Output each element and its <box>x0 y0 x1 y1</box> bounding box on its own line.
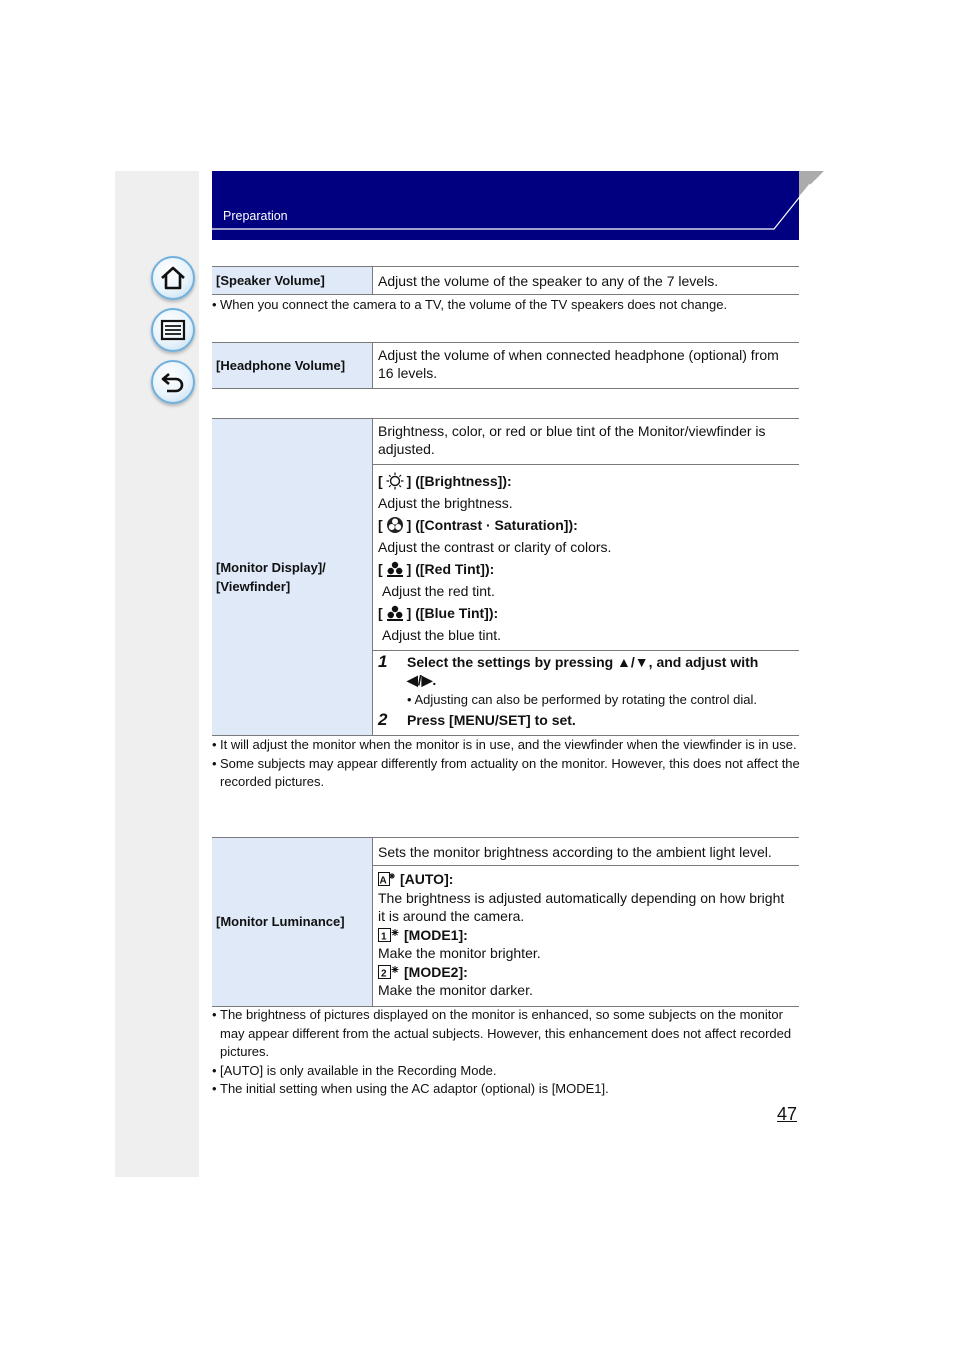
section-header-banner <box>212 171 799 240</box>
back-arrow-icon <box>159 368 187 396</box>
contrast-saturation-option: [ ] ([Contrast · Saturation]): Adjust the contrast or clarity of colors. <box>378 514 794 558</box>
step-1-line2: ◀/▶. <box>407 672 437 688</box>
blue-tint-text: Adjust the blue tint. <box>382 626 502 643</box>
monitor-luminance-description: Sets the monitor brightness according to the ambient light level. <box>373 838 800 866</box>
auto-mode <box>378 870 794 926</box>
step-2-text: Press [MENU/SET] to set. <box>407 712 576 728</box>
auto-mode-text: The brightness is adjusted automatically depending on how bright it is around the camera. <box>378 889 785 924</box>
red-tint-icon <box>386 560 404 578</box>
list-icon <box>159 316 187 344</box>
svg-text:A: A <box>379 875 387 887</box>
step-1-line1: Select the settings by pressing ▲/▼, and adjust with <box>407 654 759 670</box>
menu-list-button[interactable] <box>151 308 195 352</box>
monitor-display-description: Brightness, color, or red or blue tint of the Monitor/viewfinder is adjusted. <box>373 419 800 465</box>
monitor-luminance-modes <box>373 866 800 1007</box>
monitor-display-options <box>373 465 800 651</box>
monitor-display-label <box>212 419 373 736</box>
blue-tint-icon <box>386 604 404 622</box>
auto-luminance-icon <box>378 872 396 886</box>
speaker-volume-description: Adjust the volume of the speaker to any of the 7 levels. <box>373 267 800 295</box>
speaker-volume-label: [Speaker Volume] <box>212 267 373 295</box>
luminance-note: • The initial setting when using the AC adaptor (optional) is [MODE1]. <box>212 1080 802 1099</box>
home-button[interactable] <box>151 256 195 300</box>
step-2 <box>378 711 794 729</box>
mode1-luminance-icon <box>378 928 400 942</box>
mode1-text: Make the monitor brighter. <box>378 945 541 961</box>
monitor-display-note: • Some subjects may appear differently from actuality on the monitor. However, this does not affect the recorded pictures. <box>212 755 802 792</box>
section-title: Preparation <box>223 209 288 223</box>
step-1 <box>378 653 794 689</box>
step-2-number: 2 <box>378 710 388 729</box>
mode1-title: [MODE1]: <box>404 926 468 943</box>
svg-text:2: 2 <box>381 968 387 979</box>
red-tint-text: Adjust the red tint. <box>382 582 495 599</box>
contrast-saturation-text: Adjust the contrast or clarity of colors. <box>378 538 612 555</box>
red-tint-title: ] ([Red Tint]): <box>406 560 495 577</box>
speaker-note: • When you connect the camera to a TV, the volume of the TV speakers does not change. <box>212 296 802 315</box>
brightness-title: ] ([Brightness]): <box>406 472 512 489</box>
luminance-note: • The brightness of pictures displayed on the monitor is enhanced, so some subjects on the monitor may appear different from the actual subjects. However, this enhancement does not affect recorded pictures. <box>212 1006 802 1062</box>
step-1-note: • Adjusting can also be performed by rotating the control dial. <box>407 692 757 707</box>
headphone-volume-table <box>212 342 799 389</box>
brightness-icon <box>386 472 404 490</box>
monitor-display-table <box>212 418 799 736</box>
blue-tint-title: ] ([Blue Tint]): <box>406 604 499 621</box>
speaker-volume-table <box>212 266 799 295</box>
monitor-display-label-line2: [Viewfinder] <box>216 579 291 594</box>
brightness-option: [ ] ([Brightness]): Adjust the brightness. <box>378 470 794 514</box>
contrast-saturation-icon <box>386 516 404 534</box>
mode2-title: [MODE2]: <box>404 963 468 980</box>
step-1-number: 1 <box>378 652 388 671</box>
monitor-luminance-notes <box>212 1006 802 1099</box>
monitor-display-steps <box>373 651 800 736</box>
back-button[interactable] <box>151 360 195 404</box>
headphone-volume-description: Adjust the volume of when connected headphone (optional) from 16 levels. <box>373 343 800 389</box>
svg-text:1: 1 <box>381 931 387 942</box>
brightness-text: Adjust the brightness. <box>378 494 513 511</box>
luminance-note: • [AUTO] is only available in the Recording Mode. <box>212 1062 802 1081</box>
auto-mode-title: [AUTO]: <box>400 871 454 887</box>
mode2-luminance-icon <box>378 965 400 979</box>
monitor-display-notes <box>212 736 802 792</box>
mode2-text: Make the monitor darker. <box>378 982 533 998</box>
red-tint-option: [ ] ([Red Tint]): Adjust the red tint. <box>378 558 794 602</box>
mode2 <box>378 963 794 1000</box>
monitor-display-label-line1: [Monitor Display]/ <box>216 560 326 575</box>
page-number: 47 <box>777 1104 798 1124</box>
home-icon <box>159 264 187 292</box>
headphone-volume-label: [Headphone Volume] <box>212 343 373 389</box>
blue-tint-option: [ ] ([Blue Tint]): Adjust the blue tint. <box>378 602 794 646</box>
speaker-volume-notes <box>212 296 802 315</box>
monitor-luminance-label: [Monitor Luminance] <box>212 838 373 1007</box>
monitor-luminance-table <box>212 837 799 1007</box>
contrast-saturation-title: ] ([Contrast · Saturation]): <box>406 516 578 533</box>
monitor-display-note: • It will adjust the monitor when the monitor is in use, and the viewfinder when the viewfinder is in use. <box>212 736 802 755</box>
mode1 <box>378 926 794 963</box>
